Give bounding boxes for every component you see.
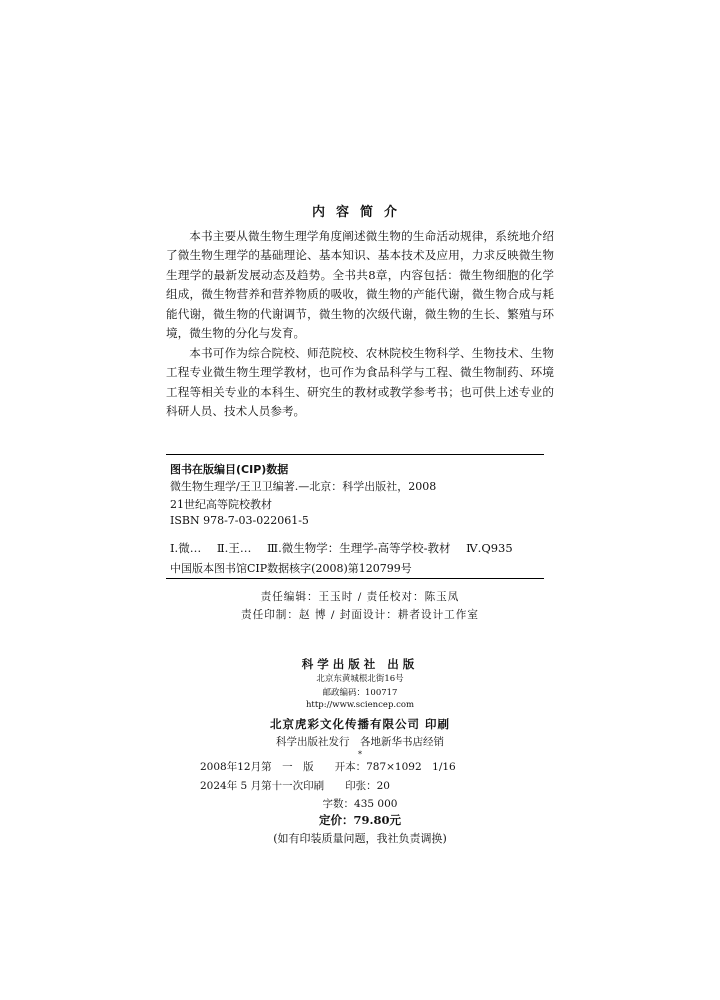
cip-class-3: Ⅲ.微生物学：生理学-高等学校-教材 <box>267 541 451 555</box>
quality-note: (如有印装质量问题，我社负责调换) <box>273 832 447 845</box>
cip-series-line: 21世纪高等院校教材 <box>170 498 272 511</box>
cip-isbn-line: ISBN 978-7-03-022061-5 <box>170 514 309 527</box>
cip-class-1: Ⅰ.微… <box>170 541 202 555</box>
printing-line: 2024年 5 月第十一次印刷 印张：20 <box>200 780 390 792</box>
cip-heading: 图书在版编目(CIP)数据 <box>170 463 289 476</box>
cip-title-line: 微生物生理学/王卫卫编著.—北京：科学出版社，2008 <box>170 480 437 493</box>
distribution-line: 科学出版社发行 各地新华书店经销 <box>276 736 444 748</box>
publisher-name: 科学出版社 出版 <box>301 657 419 671</box>
cip-cn-number: 中国版本图书馆CIP数据核字(2008)第120799号 <box>170 562 412 575</box>
separator-mark: * <box>358 750 362 759</box>
publisher-address: 北京东黄城根北街16号 <box>316 674 404 684</box>
price: 定价：79.80元 <box>318 813 401 827</box>
word-count: 字数：435 000 <box>322 798 398 810</box>
staff-production: 责任印制：赵 博 / 封面设计：耕者设计工作室 <box>241 609 479 621</box>
cip-top-rule <box>166 454 544 455</box>
cip-classification <box>170 540 525 556</box>
staff-editors: 责任编辑：王玉时 / 责任校对：陈玉凤 <box>260 591 460 603</box>
cip-class-4: Ⅳ.Q935 <box>466 541 513 555</box>
edition-line: 2008年12月第 一 版 开本：787×1092 1/16 <box>200 761 456 773</box>
publisher-postcode: 邮政编码：100717 <box>322 688 398 698</box>
publisher-website: http://www.sciencep.com <box>305 700 415 710</box>
summary-paragraph-1: 本书主要从微生物生理学角度阐述微生物的生命活动规律，系统地介绍了微生物生理学的基础理论、基本知识、基本技术及应用，力求反映微生物生理学的最新发展动态及趋势。全书共8章，内容包括：微生物细胞的化学组成，微生物营养和营养物质的吸收，微生物的产能代谢，微生物合成与耗能代谢，微生物的代谢调节，微生物的次级代谢，微生物的生长、繁殖与环境，微生物的分化与发育。 <box>166 229 554 341</box>
page-title: 内容简介 <box>311 205 408 220</box>
summary-paragraph-2: 本书可作为综合院校、师范院校、农林院校生物科学、生物技术、生物工程专业微生物生理学教材，也可作为食品科学与工程、微生物制药、环境工程等相关专业的本科生、研究生的教材或教学参考书；也可供上述专业的科研人员、技术人员参考。 <box>166 346 554 419</box>
cip-class-2: Ⅱ.王… <box>216 541 252 555</box>
printer-name: 北京虎彩文化传播有限公司 印刷 <box>269 717 450 731</box>
cip-bottom-rule <box>166 578 544 579</box>
